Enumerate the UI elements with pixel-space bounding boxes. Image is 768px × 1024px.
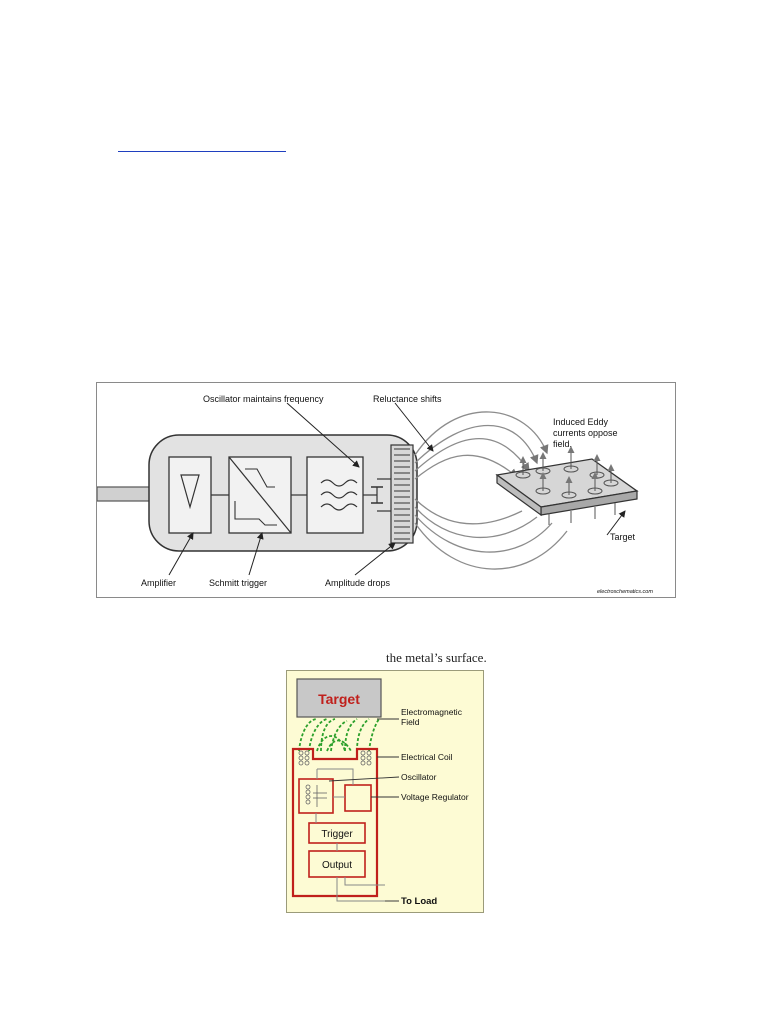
amplifier-block: [169, 457, 211, 533]
to-load-label: To Load: [401, 896, 438, 907]
inductive-sensor-figure: [96, 382, 676, 598]
label-reluctance: Reluctance shifts: [373, 394, 442, 404]
label-schmitt-trigger: Schmitt trigger: [209, 578, 268, 588]
inductive-sensor-diagram: [97, 383, 677, 599]
hyperlink-underline[interactable]: [118, 151, 286, 152]
label-eddy-line-3: field.: [553, 439, 573, 449]
label-eddy-line-2: currents oppose: [553, 428, 618, 438]
coil-label: Electrical Coil: [401, 752, 453, 762]
voltage-regulator-block: [345, 785, 371, 811]
sensor-coil: [391, 445, 413, 543]
target-plate: [497, 459, 637, 515]
figure-caption: the metal’s surface.: [386, 650, 487, 665]
label-amplifier: Amplifier: [141, 578, 177, 588]
label-target: Target: [610, 532, 636, 542]
oscillator-label: Oscillator: [401, 772, 437, 782]
label-amplitude-drops: Amplitude drops: [325, 578, 391, 588]
proximity-sensor-block-figure: [286, 670, 484, 913]
field-label-line-1: Electromagnetic: [401, 707, 462, 717]
oscillator-block: [299, 779, 333, 813]
output-label: Output: [321, 860, 353, 871]
target-box-label: Target: [318, 691, 360, 707]
voltage-regulator-label: Voltage Regulator: [401, 792, 469, 802]
electromagnetic-field-lines: [299, 719, 379, 751]
field-label-line-2: Field: [401, 717, 420, 727]
oscillator-block: [307, 457, 363, 533]
proximity-sensor-block-diagram: [287, 671, 485, 914]
figure-watermark: electroschematics.com: [597, 589, 653, 595]
label-eddy-line-1: Induced Eddy: [553, 417, 609, 427]
label-oscillator: Oscillator maintains frequency: [203, 394, 324, 404]
trigger-label: Trigger: [321, 829, 353, 840]
sensor-cable: [97, 487, 153, 501]
